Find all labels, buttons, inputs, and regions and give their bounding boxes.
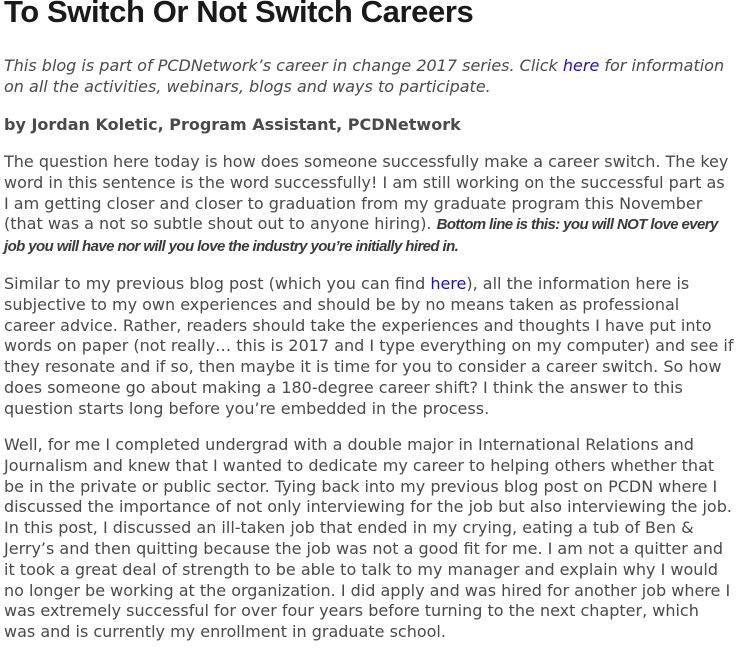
author-byline: by Jordan Koletic, Program Assistant, PCDNetwork <box>4 115 461 134</box>
intro-note <box>4 56 734 98</box>
previous-post-here-link[interactable]: here <box>430 274 467 293</box>
paragraph-2 <box>4 274 734 420</box>
paragraph-2-text-after: ), all the information here is subjective to my own experiences and should be by no means taken as professional career advice. Rather, readers should take the experiences and thoughts I have put into words on paper (not really… this is 2017 and I type everything on my computer) and see if they resonate and if so, then maybe it is time for you to consider a career switch. So how does someone go about making a 180-degree career shift? I think the answer to this question starts long before you’re embedded in the process. <box>4 274 734 418</box>
paragraph-1 <box>4 152 734 258</box>
paragraph-3: Well, for me I completed undergrad with a double major in International Relations and Journalism and knew that I wanted to dedicate my career to helping others whether that be in the private or public sector. Tying back into my previous blog post on PCDN where I discussed the importance of not only interviewing for the job but also interviewing the job. In this post, I discussed an ill-taken job that ended in my crying, eating a tub of Ben & Jerry’s and then quitting because the job was not a good fit for me. I am not a quitter and it took a great deal of strength to be able to talk to my manager and explain why I would no longer be working at the organization. I did apply and was hired for another job where I was extremely successful for over four years before turning to the next chapter, which was and is currently my enrollment in graduate school. <box>4 435 732 642</box>
intro-text-after: for information on all the activities, webinars, blogs and ways to participate. <box>4 56 725 96</box>
intro-text-before: This blog is part of PCDNetwork’s career in change 2017 series. Click <box>4 56 563 75</box>
paragraph-1-text: The question here today is how does someone successfully make a career switch. The key word in this sentence is the word successfully! I am still working on the successful part as I am getting closer and closer to graduation from my graduate program this November (that was a not so subtle shout out to anyone hiring). <box>4 152 729 234</box>
paragraph-2-text-before: Similar to my previous blog post (which you can find <box>4 274 431 293</box>
paragraph-1-emphasis: Bottom line is this: you will NOT love every job you will have nor will you love the industry you’re initially hired in. <box>4 216 718 256</box>
article-title: To Switch Or Not Switch Careers <box>4 0 474 29</box>
intro-here-link[interactable]: here <box>562 56 600 75</box>
